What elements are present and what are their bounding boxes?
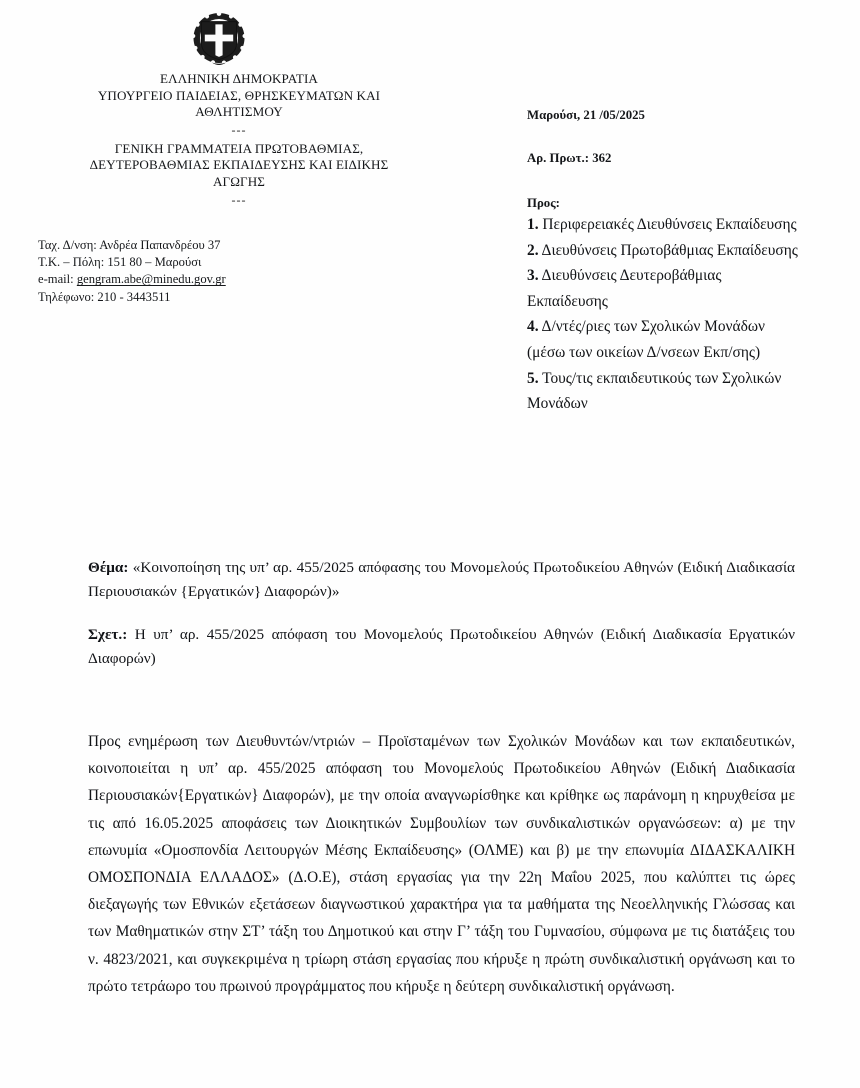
recipient-number: 4. — [527, 318, 539, 336]
org-line-secretariat-1: ΓΕΝΙΚΗ ΓΡΑΜΜΑΤΕΙΑ ΠΡΩΤΟΒΑΘΜΙΑΣ, — [114, 140, 364, 156]
contact-email-label: e-mail: — [38, 272, 77, 287]
greek-coat-of-arms-icon — [188, 10, 250, 68]
contact-address: Ταχ. Δ/νση: Ανδρέα Παπανδρέου 37 — [38, 238, 221, 252]
document-meta-column — [527, 107, 827, 417]
recipient-number: 5. — [527, 369, 539, 387]
contact-details — [38, 237, 368, 306]
header-separator-2: --- — [231, 192, 247, 207]
letterhead — [0, 0, 860, 500]
reference-label: Σχετ.: — [88, 626, 128, 643]
body-paragraph: Προς ενημέρωση των Διευθυντών/ντριών – Προϊσταμένων των Σχολικών Μονάδων και των εκπαιδευτικών, κοινοποιείται η υπ’ αρ. 455/2025 απόφαση του Μονομελούς Πρωτοδικείου Αθηνών (Ειδική Διαδικασία Περιουσιακών{Εργατικών} Διαφορών), με την οποία αναγνωρίσθηκε και κρίθηκε ως παράνομη η κηρυχθείσα με τις από 16.05.2025 αποφάσεις των Διοικητικών Συμβουλίων των συνδικαλιστικών οργανώσεων: α) με την επωνυμία «Ομοσπονδία Λειτουργών Μέσης Εκπαίδευσης» (ΟΛΜΕ) και β) με την επωνυμία ΔΙΔΑΣΚΑΛΙΚΗ ΟΜΟΣΠΟΝΔΙΑ ΕΛΛΑΔΟΣ» (Δ.Ο.Ε), στάση εργασίας για την 22η Μαΐου 2025, που καλύπτει τις ώρες διεξαγωγής των Εθνικών εξετάσεων διαγνωστικού χαρακτήρα για τα μαθήματα της Νεοελληνικής Γλώσσας και των Μαθηματικών στην ΣΤ’ τάξη του Δημοτικού και στην Γ’ τάξη του Γυμνασίου, σύμφωνα με τις διατάξεις του ν. 4823/2021, και συγκεκριμένα η τρίωρη στάση εργασίας που κήρυξε η πρώτη συνδικαλιστική οργάνωση και το πρώτο τετράωρο του πρωινού προγράμματος που κήρυξε η δεύτερη συνδικαλιστική οργάνωση. — [88, 733, 795, 995]
reference-line — [88, 623, 795, 671]
list-item — [527, 263, 799, 314]
protocol-number: Αρ. Πρωτ.: 362 — [527, 151, 612, 165]
subject-line — [88, 556, 795, 604]
recipient-text: Τους/τις εκπαιδευτικούς των Σχολικών Μονάδων — [527, 369, 782, 413]
recipient-number: 2. — [527, 241, 539, 259]
recipient-text: Δ/ντές/ριες των Σχολικών Μονάδων (μέσω των οικείων Δ/νσεων Εκπ/σης) — [527, 318, 765, 361]
recipient-text: Διευθύνσεις Πρωτοβάθμιας Εκπαίδευσης — [538, 241, 798, 259]
recipients-list — [527, 212, 827, 417]
org-line-secretariat-3: ΑΓΩΓΗΣ — [212, 173, 265, 189]
recipient-number: 1. — [527, 216, 539, 233]
contact-postal-city: Τ.Κ. – Πόλη: 151 80 – Μαρούσι — [38, 255, 202, 270]
recipient-text: Διευθύνσεις Δευτεροβάθμιας Εκπαίδευσης — [527, 267, 722, 310]
subject-text: «Κοινοποίηση της υπ’ αρ. 455/2025 απόφασης του Μονομελούς Πρωτοδικείου Αθηνών (Ειδική Διαδικασία Περιουσιακών {Εργατικών} Διαφορών)» — [88, 559, 795, 600]
reference-text: Η υπ’ αρ. 455/2025 απόφαση του Μονομελούς Πρωτοδικείου Αθηνών (Ειδική Διαδικασία Εργατικών Διαφορών) — [88, 626, 795, 667]
list-item — [527, 212, 799, 238]
contact-phone: Τηλέφωνο: 210 - 3443511 — [38, 289, 171, 304]
recipient-text: Περιφερειακές Διευθύνσεις Εκπαίδευσης — [538, 216, 797, 233]
list-item — [527, 314, 799, 365]
header-separator-1: --- — [231, 122, 247, 137]
org-line-ministry: ΥΠΟΥΡΓΕΙΟ ΠΑΙΔΕΙΑΣ, ΘΡΗΣΚΕΥΜΑΤΩΝ ΚΑΙ — [97, 87, 381, 103]
document-date: Μαρούσι, 21 /05/2025 — [527, 108, 645, 122]
contact-email-link[interactable]: gengram.abe@minedu.gov.gr — [76, 272, 226, 287]
subject-label: Θέμα: — [88, 559, 129, 576]
document-body — [88, 556, 795, 1000]
list-item — [527, 366, 799, 417]
list-item — [527, 238, 799, 264]
org-line-secretariat-2: ΔΕΥΤΕΡΟΒΑΘΜΙΑΣ ΕΚΠΑΙΔΕΥΣΗΣ ΚΑΙ ΕΙΔΙΚΗΣ — [89, 157, 389, 173]
organization-header — [40, 71, 438, 211]
org-line-republic: ΕΛΛΗΝΙΚΗ ΔΗΜΟΚΡΑΤΙΑ — [160, 71, 318, 86]
contact-email-row — [38, 271, 368, 288]
recipient-number: 3. — [527, 267, 539, 285]
org-line-ministry-cont: ΑΘΛΗΤΙΣΜΟΥ — [195, 104, 283, 120]
recipients-label: Προς: — [527, 196, 560, 210]
